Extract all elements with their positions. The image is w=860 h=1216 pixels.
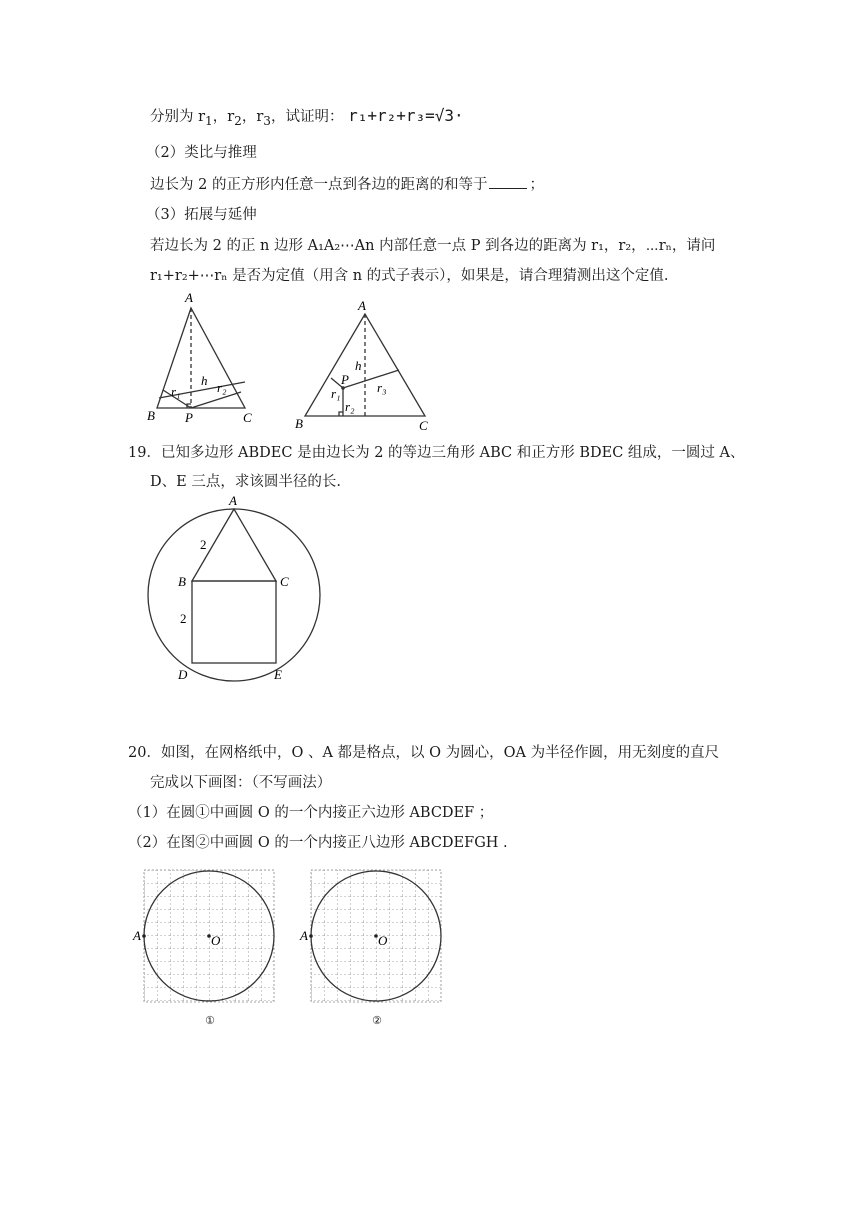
label-A: A <box>185 290 193 305</box>
q20-line2: 完成以下画图：（不写画法） <box>150 775 332 791</box>
label-C: C <box>280 574 289 589</box>
point-a-2 <box>309 934 313 938</box>
caption-figure-1: ① <box>205 1014 215 1027</box>
q19-figure <box>140 493 340 688</box>
label-A: A <box>133 928 141 943</box>
circumscribed-circle <box>148 509 320 681</box>
label-A: A <box>229 493 237 508</box>
q18-line1-mid: ，r <box>212 109 235 125</box>
perp-r3-2 <box>343 370 399 388</box>
q18-part3-line2: r₁+r₂+⋯rₙ 是否为定值（用含 n 的式子表示），如果是，请合理猜测出这个定值. <box>150 268 669 284</box>
label-E: E <box>274 667 282 682</box>
q18-figure-1 <box>145 290 275 425</box>
q18-line1-text: 分别为 r <box>150 109 206 125</box>
label-P: P <box>185 410 193 425</box>
label-C: C <box>243 410 252 425</box>
square-bdec <box>192 581 276 663</box>
answer-blank <box>489 174 527 189</box>
label-C-2: C <box>419 418 428 433</box>
q18-line1-suffix: ，试证明： <box>270 109 344 125</box>
q20-grid-1 <box>132 868 312 1008</box>
label-side-bd: 2 <box>180 611 187 626</box>
caption-figure-2: ② <box>372 1014 382 1027</box>
label-h-2: h <box>355 358 362 373</box>
label-B-2: B <box>295 416 303 431</box>
label-B: B <box>147 408 155 423</box>
label-O: O <box>211 933 221 948</box>
q20-line1: 20．如图，在网格纸中，O 、A 都是格点，以 O 为圆心，OA 为半径作圆，用无刻度的直尺 <box>128 745 720 761</box>
label-D: D <box>178 667 188 682</box>
label-r1: r₁ <box>171 384 181 399</box>
q18-part3-title: （3）拓展与延伸 <box>146 207 257 223</box>
q18-figure-2 <box>295 298 445 433</box>
q18-formula: r₁+r₂+r₃=√3· <box>348 106 464 125</box>
q18-line1: 分别为 $r_1$，$r_2$，$r_3$，试证明： r₁+r₂+r₃=√3· <box>150 106 464 128</box>
q18-part2-end: ； <box>529 177 544 193</box>
label-A-2: A <box>358 298 366 313</box>
q18-part2-question: 边长为 2 的正方形内任意一点到各边的距离的和等于 <box>150 177 488 193</box>
label-r3-2: r₃ <box>377 380 387 395</box>
label-A-2: A <box>300 928 308 943</box>
q18-part3-line1: 若边长为 2 的正 n 边形 A₁A₂⋯An 内部任意一点 P 到各边的距离为 r₁，r₂，⋯rₙ，请问 <box>150 238 716 254</box>
label-B: B <box>178 574 186 589</box>
q20-part1: （1）在圆①中画圆 O 的一个内接正六边形 ABCDEF ； <box>128 805 494 821</box>
q18-part2-text <box>150 174 544 195</box>
q18-part2-title: （2）类比与推理 <box>146 145 257 161</box>
label-r2: r₂ <box>217 380 227 395</box>
perp-r2 <box>191 392 241 408</box>
q19-line2: D、E 三点，求该圆半径的长. <box>150 474 341 490</box>
label-h: h <box>201 373 208 388</box>
q19-line1: 19．已知多边形 ABDEC 是由边长为 2 的等边三角形 ABC 和正方形 BDEC 组成，一圆过 A、 <box>128 445 745 461</box>
label-P-2: P <box>341 372 349 387</box>
label-r1-2: r₁ <box>331 386 341 401</box>
label-r2-2: r₂ <box>345 399 355 414</box>
label-side-ab: 2 <box>200 537 207 552</box>
q20-part2: （2）在图②中画圆 O 的一个内接正八边形 ABCDEFGH . <box>128 835 508 851</box>
q18-line1-mid2: ，r <box>241 109 264 125</box>
q20-grid-2 <box>299 868 479 1008</box>
label-O-2: O <box>378 933 388 948</box>
point-a <box>142 934 146 938</box>
